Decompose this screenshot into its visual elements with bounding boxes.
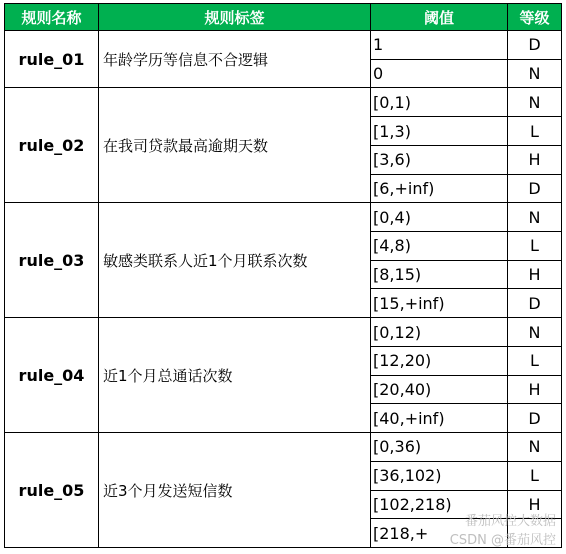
level-cell: L — [508, 117, 562, 146]
rule-name-cell: rule_04 — [5, 318, 99, 433]
threshold-cell: [0,12) — [371, 318, 508, 347]
level-cell: D — [508, 289, 562, 318]
threshold-cell: [20,40) — [371, 375, 508, 404]
level-cell: H — [508, 260, 562, 289]
level-cell: L — [508, 346, 562, 375]
header-rule-label: 规则标签 — [99, 4, 371, 31]
threshold-cell: [1,3) — [371, 117, 508, 146]
level-cell: N — [508, 433, 562, 462]
header-rule-name: 规则名称 — [5, 4, 99, 31]
table-header — [5, 4, 562, 31]
level-cell: N — [508, 318, 562, 347]
level-cell: L — [508, 461, 562, 490]
level-cell: H — [508, 375, 562, 404]
table-row — [5, 433, 562, 462]
table-row — [5, 318, 562, 347]
level-cell: L — [508, 232, 562, 261]
rule-label-cell: 近1个月总通话次数 — [99, 318, 371, 433]
header-threshold: 阈值 — [371, 4, 508, 31]
level-cell — [508, 519, 562, 548]
rule-label-cell: 在我司贷款最高逾期天数 — [99, 88, 371, 203]
rules-table — [4, 3, 562, 548]
table-row — [5, 203, 562, 232]
rule-label-cell: 近3个月发送短信数 — [99, 433, 371, 548]
watermark-line2: CSDN @番茄风控 — [449, 533, 556, 548]
level-cell: D — [508, 31, 562, 60]
level-cell: N — [508, 59, 562, 88]
rule-name-cell: rule_01 — [5, 31, 99, 88]
threshold-cell: [40,+inf) — [371, 404, 508, 433]
threshold-cell: [0,36) — [371, 433, 508, 462]
threshold-cell: [36,102) — [371, 461, 508, 490]
header-row — [5, 4, 562, 31]
level-cell: N — [508, 88, 562, 117]
level-cell: D — [508, 404, 562, 433]
rule-label-cell: 敏感类联系人近1个月联系次数 — [99, 203, 371, 318]
table-row — [5, 31, 562, 60]
level-cell: H — [508, 490, 562, 519]
table-body — [5, 31, 562, 548]
threshold-cell: [102,218) — [371, 490, 508, 519]
rule-name-cell: rule_02 — [5, 88, 99, 203]
rule-label-cell: 年龄学历等信息不合逻辑 — [99, 31, 371, 88]
level-cell: D — [508, 174, 562, 203]
rule-name-cell: rule_03 — [5, 203, 99, 318]
watermark-line1: 番茄风控大数据 — [464, 514, 556, 529]
threshold-cell: 1 — [371, 31, 508, 60]
threshold-cell: [6,+inf) — [371, 174, 508, 203]
threshold-cell: [3,6) — [371, 145, 508, 174]
threshold-cell: [15,+inf) — [371, 289, 508, 318]
threshold-cell: [4,8) — [371, 232, 508, 261]
threshold-cell: [12,20) — [371, 346, 508, 375]
threshold-cell: [0,4) — [371, 203, 508, 232]
threshold-cell: [0,1) — [371, 88, 508, 117]
table-row — [5, 88, 562, 117]
rule-name-cell: rule_05 — [5, 433, 99, 548]
header-level: 等级 — [508, 4, 562, 31]
threshold-cell: 0 — [371, 59, 508, 88]
threshold-cell: [8,15) — [371, 260, 508, 289]
level-cell: H — [508, 145, 562, 174]
level-cell: N — [508, 203, 562, 232]
threshold-cell: [218,+ — [371, 519, 508, 548]
